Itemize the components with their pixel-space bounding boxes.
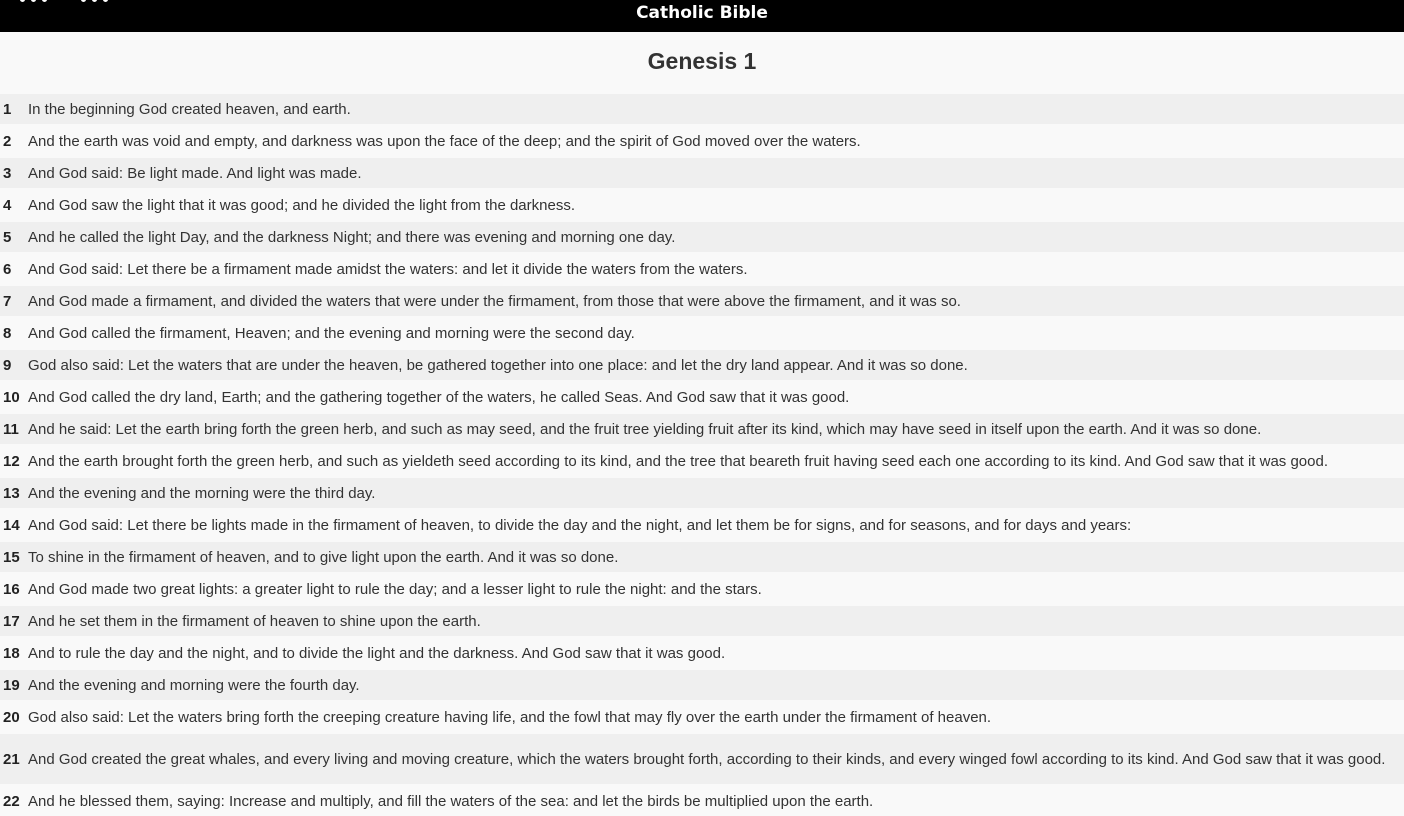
verse-row[interactable] [0,350,1404,380]
verse-number: 21 [3,750,20,768]
verse-row[interactable] [0,286,1404,316]
title-bar [0,0,1404,32]
verse-row[interactable] [0,126,1404,156]
verse-row[interactable] [0,94,1404,124]
verse-text: And he set them in the firmament of heaven to shine upon the earth. [28,612,481,630]
verse-text: And the evening and the morning were the third day. [28,484,376,502]
verse-text: God also said: Let the waters that are under the heaven, be gathered together into one place: and let the dry land appear. And it was so done. [28,356,968,374]
verse-row[interactable] [0,510,1404,540]
verse-text: To shine in the firmament of heaven, and to give light upon the earth. And it was so done. [28,548,619,566]
verse-number: 11 [3,420,19,438]
verse-number: 3 [3,164,12,182]
verse-number: 7 [3,292,12,310]
verse-number: 5 [3,228,12,246]
verse-number: 14 [3,516,20,534]
verse-text: And the earth brought forth the green herb, and such as yieldeth seed according to its kind, and the tree that beareth fruit having seed each one according to its kind. And God saw that it was good. [28,452,1328,470]
verse-row[interactable] [0,670,1404,700]
verse-row[interactable] [0,446,1404,476]
verse-number: 16 [3,580,20,598]
verse-row[interactable] [0,542,1404,572]
verse-row[interactable] [0,254,1404,284]
verse-row[interactable] [0,382,1404,412]
verse-number: 9 [3,356,12,374]
verse-number: 20 [3,708,20,726]
verse-text: And God said: Let there be lights made in the firmament of heaven, to divide the day and the night, and let them be for signs, and for seasons, and for days and years: [28,516,1132,534]
verse-row[interactable] [0,734,1404,784]
verse-number: 2 [3,132,12,150]
verse-text: And the earth was void and empty, and darkness was upon the face of the deep; and the spirit of God moved over the waters. [28,132,861,150]
verse-text: God also said: Let the waters bring forth the creeping creature having life, and the fowl that may fly over the earth under the firmament of heaven. [28,708,992,726]
verse-text: And God saw the light that it was good; and he divided the light from the darkness. [28,196,575,214]
app-title: Catholic Bible [636,3,768,23]
chapter-heading: Genesis 1 [647,48,757,74]
verse-text: And God created the great whales, and every living and moving creature, which the waters brought forth, according to their kinds, and every winged fowl according to its kind. And God saw that it was good. [28,750,1386,768]
verse-row[interactable] [0,606,1404,636]
verse-text: And God made two great lights: a greater light to rule the day; and a lesser light to rule the night: and the stars. [28,580,762,598]
verse-row[interactable] [0,318,1404,348]
verse-row[interactable] [0,638,1404,668]
chapter-view[interactable] [0,32,1404,810]
verse-row[interactable] [0,786,1404,816]
verse-row[interactable] [0,574,1404,604]
verse-number: 8 [3,324,12,342]
verse-text: And God said: Be light made. And light was made. [28,164,362,182]
verse-number: 15 [3,548,20,566]
verse-text: In the beginning God created heaven, and earth. [28,100,351,118]
verse-text: And God said: Let there be a firmament made amidst the waters: and let it divide the waters from the waters. [28,260,748,278]
verse-number: 19 [3,676,20,694]
verse-text: And the evening and morning were the fourth day. [28,676,360,694]
verse-row[interactable] [0,414,1404,444]
verse-row[interactable] [0,702,1404,732]
verse-number: 17 [3,612,20,630]
verse-row[interactable] [0,478,1404,508]
verse-number: 18 [3,644,20,662]
verse-text: And he called the light Day, and the darkness Night; and there was evening and morning one day. [28,228,676,246]
verse-text: And he blessed them, saying: Increase and multiply, and fill the waters of the sea: and let the birds be multiplied upon the earth. [28,792,874,810]
verse-row[interactable] [0,190,1404,220]
verse-number: 6 [3,260,12,278]
verse-row[interactable] [0,222,1404,252]
verse-text: And God called the dry land, Earth; and the gathering together of the waters, he called Seas. And God saw that it was good. [28,388,850,406]
verse-text: And God called the firmament, Heaven; and the evening and morning were the second day. [28,324,635,342]
verse-text: And God made a firmament, and divided the waters that were under the firmament, from those that were above the firmament, and it was so. [28,292,961,310]
verse-number: 12 [3,452,20,470]
verse-row[interactable] [0,158,1404,188]
verse-text: And to rule the day and the night, and to divide the light and the darkness. And God saw that it was good. [28,644,726,662]
verse-number: 10 [3,388,20,406]
verse-text: And he said: Let the earth bring forth the green herb, and such as may seed, and the fruit tree yielding fruit after its kind, which may have seed in itself upon the earth. And it was so done. [28,420,1262,438]
verse-number: 1 [3,100,12,118]
verse-number: 4 [3,196,12,214]
verse-number: 22 [3,792,20,810]
verse-number: 13 [3,484,20,502]
